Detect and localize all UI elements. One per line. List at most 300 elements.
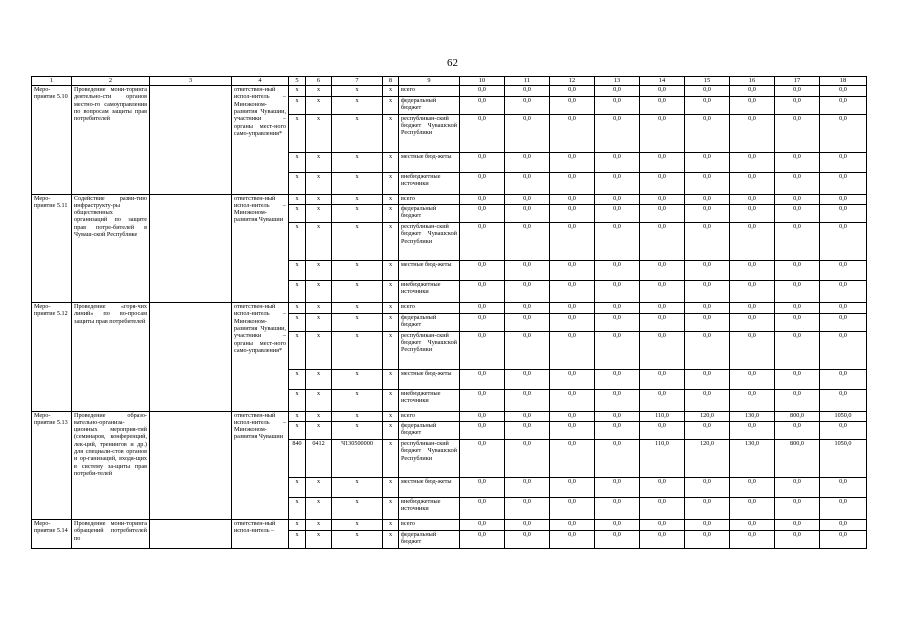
table-row (32, 520, 867, 531)
code-cell: x (332, 303, 383, 314)
value-cell: 0,0 (820, 194, 867, 205)
value-cell: 0,0 (685, 86, 730, 97)
value-cell: 0,0 (775, 114, 820, 152)
measure-note-cell (150, 411, 232, 520)
code-cell: x (332, 313, 383, 331)
value-cell: 0,0 (505, 223, 550, 261)
value-cell: 0,0 (505, 86, 550, 97)
value-cell: 0,0 (640, 303, 685, 314)
value-cell: 0,0 (550, 205, 595, 223)
value-cell: 0,0 (775, 530, 820, 548)
value-cell: 110,0 (640, 411, 685, 422)
code-cell: x (289, 369, 306, 389)
value-cell: 0,0 (460, 411, 505, 422)
code-cell: x (306, 86, 332, 97)
value-cell: 0,0 (730, 498, 775, 520)
code-cell: x (332, 281, 383, 303)
value-cell: 0,0 (775, 172, 820, 194)
header-cell: 14 (640, 77, 685, 86)
value-cell: 0,0 (460, 369, 505, 389)
value-cell: 0,0 (460, 223, 505, 261)
value-cell: 0,0 (595, 313, 640, 331)
value-cell: 0,0 (550, 86, 595, 97)
value-cell: 0,0 (775, 369, 820, 389)
code-cell: x (306, 389, 332, 411)
header-cell: 8 (383, 77, 399, 86)
value-cell: 0,0 (550, 281, 595, 303)
value-cell: 0,0 (595, 152, 640, 172)
funding-source-cell: республикан-ский бюджет Чувашской Республики (399, 440, 460, 478)
code-cell: x (383, 389, 399, 411)
measure-note-cell (150, 194, 232, 303)
value-cell: 0,0 (595, 205, 640, 223)
value-cell: 0,0 (550, 389, 595, 411)
value-cell: 0,0 (685, 478, 730, 498)
code-cell: x (289, 520, 306, 531)
value-cell: 0,0 (505, 478, 550, 498)
funding-source-cell: федеральный бюджет (399, 530, 460, 548)
value-cell: 0,0 (775, 478, 820, 498)
value-cell: 0,0 (775, 194, 820, 205)
funding-source-cell: всего (399, 520, 460, 531)
header-cell: 16 (730, 77, 775, 86)
value-cell: 0,0 (730, 303, 775, 314)
value-cell: 0,0 (505, 281, 550, 303)
code-cell: x (332, 422, 383, 440)
value-cell: 800,0 (775, 411, 820, 422)
funding-source-cell: местные бюд-жеты (399, 261, 460, 281)
value-cell: 0,0 (685, 114, 730, 152)
value-cell: 0,0 (460, 331, 505, 369)
value-cell: 0,0 (505, 194, 550, 205)
value-cell: 0,0 (595, 172, 640, 194)
code-cell: x (306, 303, 332, 314)
header-cell: 6 (306, 77, 332, 86)
code-cell: x (383, 369, 399, 389)
value-cell: 0,0 (775, 223, 820, 261)
value-cell: 0,0 (460, 389, 505, 411)
code-cell: x (289, 303, 306, 314)
funding-source-cell: местные бюд-жеты (399, 152, 460, 172)
value-cell: 0,0 (460, 498, 505, 520)
value-cell: 0,0 (820, 96, 867, 114)
value-cell: 0,0 (640, 331, 685, 369)
value-cell: 0,0 (685, 520, 730, 531)
value-cell: 0,0 (820, 152, 867, 172)
code-cell: x (332, 331, 383, 369)
value-cell: 0,0 (595, 440, 640, 478)
code-cell: x (306, 313, 332, 331)
value-cell: 0,0 (730, 389, 775, 411)
code-cell: x (306, 152, 332, 172)
value-cell: 0,0 (640, 96, 685, 114)
value-cell: 0,0 (505, 520, 550, 531)
value-cell: 0,0 (730, 172, 775, 194)
funding-source-cell: федеральный бюджет (399, 422, 460, 440)
code-cell: x (383, 172, 399, 194)
value-cell: 0,0 (730, 86, 775, 97)
code-cell: x (332, 152, 383, 172)
value-cell: 0,0 (820, 86, 867, 97)
value-cell: 0,0 (595, 86, 640, 97)
value-cell: 0,0 (730, 114, 775, 152)
header-cell: 7 (332, 77, 383, 86)
value-cell: 0,0 (550, 223, 595, 261)
value-cell: 0,0 (595, 369, 640, 389)
value-cell: 0,0 (460, 440, 505, 478)
page-number: 62 (447, 57, 458, 69)
header-cell: 1 (32, 77, 72, 86)
code-cell: x (306, 422, 332, 440)
code-cell: x (332, 520, 383, 531)
value-cell: 0,0 (595, 331, 640, 369)
code-cell: x (332, 172, 383, 194)
value-cell: 0,0 (595, 281, 640, 303)
value-cell: 0,0 (820, 261, 867, 281)
code-cell: x (332, 194, 383, 205)
value-cell: 0,0 (730, 313, 775, 331)
header-cell: 11 (505, 77, 550, 86)
code-cell: x (306, 223, 332, 261)
value-cell: 800,0 (775, 440, 820, 478)
measure-note-cell (150, 86, 232, 195)
value-cell: 0,0 (640, 478, 685, 498)
code-cell: x (383, 281, 399, 303)
code-cell: x (306, 478, 332, 498)
value-cell: 0,0 (685, 498, 730, 520)
measure-note-cell (150, 303, 232, 412)
code-cell: x (332, 96, 383, 114)
header-cell: 9 (399, 77, 460, 86)
code-cell: x (383, 194, 399, 205)
code-cell: x (306, 205, 332, 223)
code-cell: x (383, 331, 399, 369)
code-cell: x (383, 498, 399, 520)
value-cell: 0,0 (595, 114, 640, 152)
funding-source-cell: местные бюд-жеты (399, 369, 460, 389)
code-cell: x (383, 422, 399, 440)
header-cell: 10 (460, 77, 505, 86)
table-row (32, 194, 867, 205)
measure-executor-cell: ответствен-ный испол-нитель – (232, 520, 289, 549)
value-cell: 0,0 (775, 422, 820, 440)
value-cell: 0,0 (460, 172, 505, 194)
value-cell: 0,0 (460, 114, 505, 152)
value-cell: 0,0 (820, 303, 867, 314)
code-cell: x (289, 152, 306, 172)
value-cell: 0,0 (820, 331, 867, 369)
value-cell: 0,0 (685, 313, 730, 331)
code-cell: x (289, 172, 306, 194)
value-cell: 0,0 (685, 194, 730, 205)
value-cell: 0,0 (505, 498, 550, 520)
value-cell: 110,0 (640, 440, 685, 478)
header-row (32, 77, 867, 86)
measure-executor-cell: ответствен-ный испол-нитель – Минэконом-развития Чувашии (232, 194, 289, 303)
measure-title-cell: Содействие разви-тию инфраструкту-ры общественных организаций по защите прав потре-бителей в Чуваш-ской Республике (72, 194, 150, 303)
value-cell: 0,0 (640, 223, 685, 261)
value-cell: 0,0 (730, 261, 775, 281)
value-cell: 0,0 (820, 313, 867, 331)
value-cell: 0,0 (460, 152, 505, 172)
value-cell: 0,0 (640, 261, 685, 281)
value-cell: 0,0 (505, 440, 550, 478)
code-cell: x (289, 411, 306, 422)
value-cell: 0,0 (505, 114, 550, 152)
value-cell: 0,0 (460, 422, 505, 440)
code-cell: x (332, 478, 383, 498)
code-cell: x (383, 114, 399, 152)
header-cell: 5 (289, 77, 306, 86)
value-cell: 0,0 (775, 261, 820, 281)
funding-source-cell: внебюджетные источники (399, 389, 460, 411)
funding-source-cell: федеральный бюджет (399, 313, 460, 331)
value-cell: 0,0 (460, 96, 505, 114)
funding-source-cell: республикан-ский бюджет Чувашской Республики (399, 223, 460, 261)
value-cell: 0,0 (460, 520, 505, 531)
funding-source-cell: всего (399, 411, 460, 422)
measure-executor-cell: ответствен-ный испол-нитель – Минэконом-развития Чувашии (232, 411, 289, 520)
code-cell: x (306, 194, 332, 205)
measure-code-cell: Меро-приятие 5.11 (32, 194, 72, 303)
value-cell: 0,0 (550, 369, 595, 389)
value-cell: 0,0 (460, 313, 505, 331)
value-cell: 0,0 (595, 223, 640, 261)
value-cell: 0,0 (685, 422, 730, 440)
value-cell: 0,0 (640, 281, 685, 303)
value-cell: 0,0 (505, 530, 550, 548)
value-cell: 0,0 (595, 194, 640, 205)
value-cell: 0,0 (730, 96, 775, 114)
value-cell: 0,0 (640, 313, 685, 331)
value-cell: 0,0 (775, 86, 820, 97)
code-cell: x (383, 205, 399, 223)
value-cell: 0,0 (685, 223, 730, 261)
value-cell: 0,0 (640, 422, 685, 440)
header-cell: 17 (775, 77, 820, 86)
value-cell: 0,0 (820, 281, 867, 303)
value-cell: 0,0 (595, 498, 640, 520)
value-cell: 0,0 (505, 303, 550, 314)
value-cell: 0,0 (550, 331, 595, 369)
value-cell: 0,0 (820, 520, 867, 531)
code-cell: x (306, 498, 332, 520)
value-cell: 0,0 (730, 281, 775, 303)
value-cell: 1050,0 (820, 411, 867, 422)
code-cell: x (289, 389, 306, 411)
code-cell: x (289, 223, 306, 261)
value-cell: 0,0 (820, 172, 867, 194)
code-cell: x (383, 530, 399, 548)
code-cell: x (289, 86, 306, 97)
code-cell: x (332, 498, 383, 520)
value-cell: 0,0 (460, 194, 505, 205)
code-cell: 840 (289, 440, 306, 478)
value-cell: 0,0 (595, 303, 640, 314)
value-cell: 0,0 (550, 96, 595, 114)
funding-source-cell: местные бюд-жеты (399, 478, 460, 498)
code-cell: x (289, 281, 306, 303)
table-row (32, 303, 867, 314)
code-cell: x (383, 440, 399, 478)
code-cell: x (383, 86, 399, 97)
funding-source-cell: республикан-ский бюджет Чувашской Республики (399, 114, 460, 152)
table-row (32, 411, 867, 422)
funding-source-cell: внебюджетные источники (399, 281, 460, 303)
value-cell: 0,0 (820, 205, 867, 223)
code-cell: x (383, 520, 399, 531)
measure-title-cell: Проведение образо-вательно-организа-ционных мероприя-тий (семинаров, конференций, лек-ций, тренингов и др.) для специали-стов органов и ор-ганизаций, входя-щих в систему за-щиты прав потреби-телей (72, 411, 150, 520)
value-cell: 0,0 (820, 114, 867, 152)
value-cell: 0,0 (730, 530, 775, 548)
code-cell: x (383, 411, 399, 422)
value-cell: 0,0 (685, 172, 730, 194)
value-cell: 0,0 (640, 498, 685, 520)
code-cell: x (289, 96, 306, 114)
value-cell: 1050,0 (820, 440, 867, 478)
value-cell: 0,0 (820, 389, 867, 411)
value-cell: 0,0 (550, 172, 595, 194)
value-cell: 0,0 (640, 172, 685, 194)
value-cell: 0,0 (685, 389, 730, 411)
code-cell: x (332, 261, 383, 281)
code-cell: x (332, 389, 383, 411)
value-cell: 0,0 (595, 411, 640, 422)
header-cell: 15 (685, 77, 730, 86)
value-cell: 0,0 (550, 422, 595, 440)
funding-source-cell: республикан-ский бюджет Чувашской Республики (399, 331, 460, 369)
value-cell: 0,0 (550, 478, 595, 498)
value-cell: 0,0 (460, 86, 505, 97)
value-cell: 0,0 (460, 303, 505, 314)
value-cell: 0,0 (640, 86, 685, 97)
header-cell: 13 (595, 77, 640, 86)
value-cell: 120,0 (685, 440, 730, 478)
code-cell: x (306, 114, 332, 152)
code-cell: x (383, 223, 399, 261)
code-cell: x (306, 96, 332, 114)
code-cell: x (383, 261, 399, 281)
header-cell: 12 (550, 77, 595, 86)
code-cell: x (289, 498, 306, 520)
code-cell: x (332, 369, 383, 389)
value-cell: 0,0 (730, 223, 775, 261)
measure-note-cell (150, 520, 232, 549)
value-cell: 0,0 (775, 389, 820, 411)
value-cell: 0,0 (730, 520, 775, 531)
value-cell: 0,0 (460, 281, 505, 303)
value-cell: 0,0 (550, 498, 595, 520)
value-cell: 0,0 (640, 369, 685, 389)
value-cell: 0,0 (685, 303, 730, 314)
value-cell: 0,0 (730, 422, 775, 440)
code-cell: Ч130500000 (332, 440, 383, 478)
value-cell: 0,0 (730, 194, 775, 205)
value-cell: 0,0 (685, 96, 730, 114)
code-cell: x (306, 411, 332, 422)
value-cell: 0,0 (775, 152, 820, 172)
code-cell: x (306, 520, 332, 531)
code-cell: x (383, 478, 399, 498)
value-cell: 0,0 (550, 303, 595, 314)
table-body (32, 86, 867, 549)
value-cell: 0,0 (820, 498, 867, 520)
code-cell: x (289, 194, 306, 205)
measure-executor-cell: ответствен-ный испол-нитель – Минэконом-развития Чувашии, участники – органы мест-ного само-управления* (232, 303, 289, 412)
value-cell: 0,0 (550, 313, 595, 331)
code-cell: x (332, 411, 383, 422)
value-cell: 0,0 (460, 205, 505, 223)
value-cell: 0,0 (505, 205, 550, 223)
code-cell: x (289, 114, 306, 152)
value-cell: 0,0 (730, 152, 775, 172)
code-cell: x (383, 313, 399, 331)
value-cell: 0,0 (460, 530, 505, 548)
value-cell: 0,0 (505, 369, 550, 389)
value-cell: 0,0 (775, 331, 820, 369)
value-cell: 0,0 (775, 303, 820, 314)
funding-source-cell: федеральный бюджет (399, 205, 460, 223)
value-cell: 0,0 (595, 422, 640, 440)
value-cell: 0,0 (640, 520, 685, 531)
measure-code-cell: Меро-приятие 5.14 (32, 520, 72, 549)
value-cell: 0,0 (685, 152, 730, 172)
code-cell: x (383, 303, 399, 314)
funding-source-cell: всего (399, 86, 460, 97)
value-cell: 0,0 (505, 152, 550, 172)
value-cell: 0,0 (550, 440, 595, 478)
value-cell: 0,0 (550, 411, 595, 422)
value-cell: 0,0 (820, 478, 867, 498)
value-cell: 120,0 (685, 411, 730, 422)
value-cell: 0,0 (505, 389, 550, 411)
budget-table (31, 76, 867, 549)
value-cell: 0,0 (640, 114, 685, 152)
value-cell: 0,0 (595, 478, 640, 498)
measure-title-cell: Проведение мони-торинга обращений потребителей по (72, 520, 150, 549)
header-cell: 2 (72, 77, 150, 86)
value-cell: 0,0 (595, 261, 640, 281)
value-cell: 0,0 (505, 313, 550, 331)
value-cell: 0,0 (685, 205, 730, 223)
funding-source-cell: внебюджетные источники (399, 172, 460, 194)
code-cell: x (332, 223, 383, 261)
code-cell: x (306, 172, 332, 194)
value-cell: 0,0 (685, 331, 730, 369)
code-cell: x (289, 313, 306, 331)
value-cell: 0,0 (640, 194, 685, 205)
value-cell: 0,0 (505, 261, 550, 281)
measure-code-cell: Меро-приятие 5.13 (32, 411, 72, 520)
value-cell: 0,0 (775, 281, 820, 303)
code-cell: x (332, 86, 383, 97)
value-cell: 130,0 (730, 411, 775, 422)
measure-code-cell: Меро-приятие 5.10 (32, 86, 72, 195)
value-cell: 0,0 (685, 261, 730, 281)
code-cell: x (289, 331, 306, 369)
funding-source-cell: внебюджетные источники (399, 498, 460, 520)
value-cell: 0,0 (640, 152, 685, 172)
value-cell: 0,0 (505, 96, 550, 114)
value-cell: 0,0 (595, 520, 640, 531)
value-cell: 0,0 (730, 478, 775, 498)
code-cell: x (306, 281, 332, 303)
value-cell: 0,0 (505, 422, 550, 440)
code-cell: x (306, 530, 332, 548)
value-cell: 0,0 (550, 530, 595, 548)
table-row (32, 86, 867, 97)
value-cell: 0,0 (685, 369, 730, 389)
